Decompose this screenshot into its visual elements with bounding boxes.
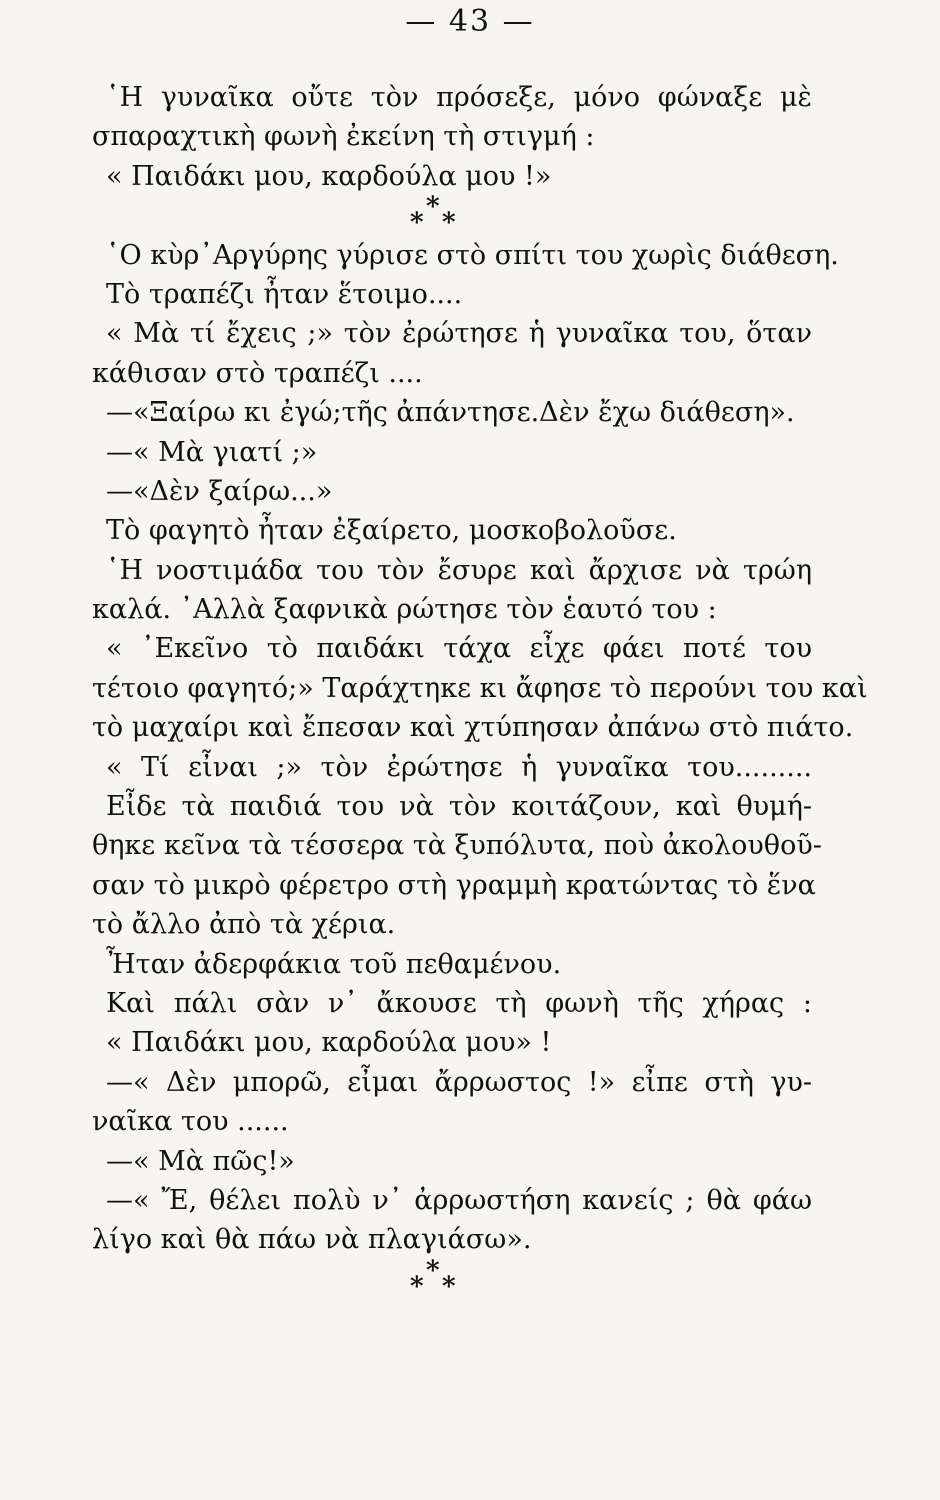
text-line: τὸ ἄλλο ἀπὸ τὰ χέρια. [92,909,396,941]
text-line: ῾Η γυναῖκα οὔτε τὸν πρόσεξε, μόνο φώναξε μὲ [106,82,812,113]
section-break-asterism: * * * [410,192,456,239]
text-line: Εἶδε τὰ παιδιά του νὰ τὸν κοιτάζουν, καὶ θυμή- [106,791,812,823]
text-line: —« Ἔ, θέλει πολὺ ν᾿ ἀρρωστήση κανείς ; θὰ φάω [106,1184,812,1216]
text-line: σπαραχτικὴ φωνὴ ἐκείνη τὴ στιγμή : [92,121,595,153]
text-line: Ἦταν ἀδερφάκια τοῦ πεθαμένου. [106,948,562,980]
text-line: καλά. ᾿Αλλὰ ξαφνικὰ ρώτησε τὸν ἑαυτό του : [92,594,717,626]
text-line: Τὸ φαγητὸ ἦταν ἐξαίρετο, μοσκοβολοῦσε. [106,515,677,547]
body-text [92,78,868,1302]
text-line: κάθισαν στὸ τραπέζι .... [92,357,423,389]
text-line: σαν τὸ μικρὸ φέρετρο στὴ γραμμὴ κρατώντας τὸ ἕνα [92,869,816,901]
text-line: « ᾿Εκεῖνο τὸ παιδάκι τάχα εἶχε φάει ποτέ του [106,633,812,665]
text-line: ῾Η νοστιμάδα του τὸν ἔσυρε καὶ ἄρχισε νὰ τρώη [106,554,812,586]
text-line: « Τί εἶναι ;» τὸν ἐρώτησε ἡ γυναῖκα του......... [106,751,812,783]
text-line: —« Δὲν μπορῶ, εἶμαι ἄρρωστος !» εἶπε στὴ γυ- [106,1066,812,1098]
section-break-asterism: * * * [410,1255,456,1302]
text-line: —« Μὰ γιατί ;» [106,436,318,468]
text-line: Καὶ πάλι σὰν ν᾿ ἄκουσε τὴ φωνὴ τῆς χήρας : [106,987,812,1019]
text-line: ῾Ο κὺρ᾿Αργύρης γύρισε στὸ σπίτι του χωρὶς διάθεση. [106,239,839,271]
text-line: τὸ μαχαίρι καὶ ἔπεσαν καὶ χτύπησαν ἀπάνω στὸ πιάτο. [92,712,854,744]
text-line: —«Δὲν ξαίρω...» [106,475,333,507]
text-line: τέτοιο φαγητό;» Ταράχτηκε κι ἄφησε τὸ περούνι του καὶ [92,672,868,704]
page-number: — 43 — [405,4,535,39]
text-line: « Παιδάκι μου, καρδούλα μου» ! [106,1027,552,1059]
text-line: Τὸ τραπέζι ἦταν ἕτοιμο.... [106,278,463,310]
text-line: « Παιδάκι μου, καρδούλα μου !» [106,160,552,192]
text-line: —« Μὰ πῶς!» [106,1145,295,1177]
text-line: ναῖκα του ...... [92,1106,289,1138]
text-line: « Μὰ τί ἔχεις ;» τὸν ἐρώτησε ἡ γυναῖκα του, ὅταν [106,318,812,350]
text-line: —«Ξαίρω κι ἐγώ;τῆς ἀπάντησε.Δὲν ἔχω διάθεση». [106,397,795,429]
text-line: λίγο καὶ θὰ πάω νὰ πλαγιάσω». [92,1224,532,1256]
text-line: θηκε κεῖνα τὰ τέσσερα τὰ ξυπόλυτα, ποὺ ἀκολουθοῦ- [92,830,822,862]
